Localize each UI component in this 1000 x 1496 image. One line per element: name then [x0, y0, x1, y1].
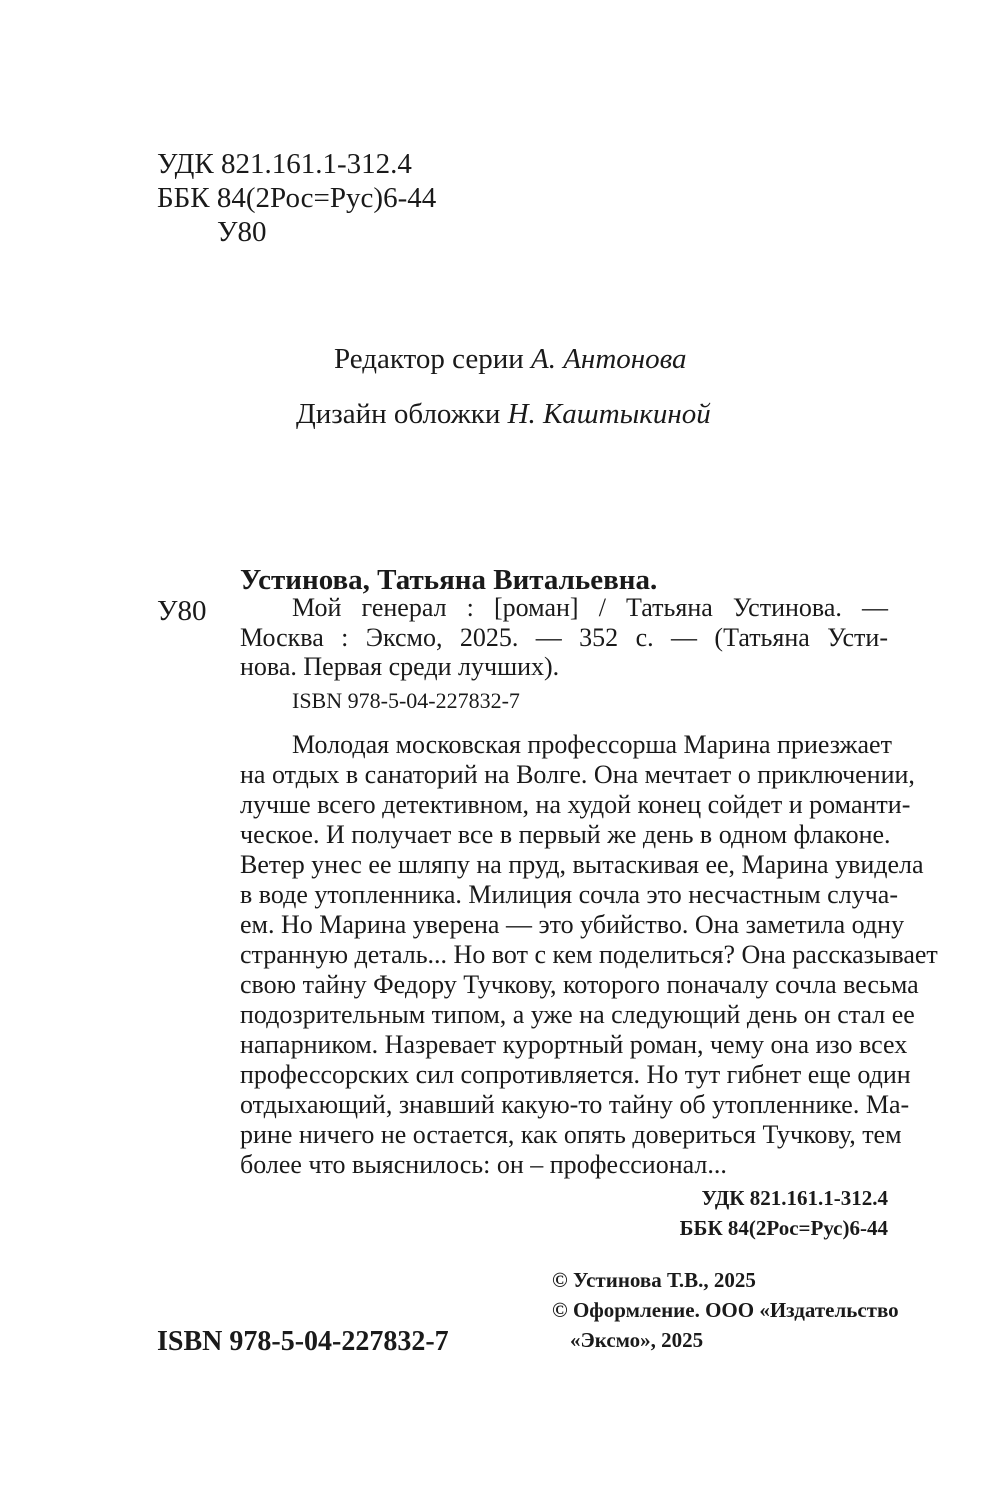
annotation-line: напарником. Назревает курортный роман, чему она изо всех	[240, 1030, 908, 1059]
annotation-line: более что выяснилось: он – профессионал...	[240, 1150, 727, 1179]
description-line-1: Мой генерал : [роман] / Татьяна Устинова. —	[292, 593, 888, 622]
series-editor-credit	[334, 343, 687, 376]
annotation-line: подозрительным типом, а уже на следующий день он стал ее	[240, 1000, 915, 1029]
top-author-mark: У80	[217, 216, 267, 248]
cover-design-label: Дизайн обложки	[296, 398, 501, 430]
top-bbk-code: ББК 84(2Рос=Рус)6-44	[157, 182, 437, 214]
annotation-line: лучше всего детективном, на худой конец сойдет и романти-	[240, 790, 911, 819]
annotation-line: Ветер унес ее шляпу на пруд, вытаскивая ее, Марина увидела	[240, 850, 924, 879]
top-classification	[157, 150, 477, 260]
annotation-line: профессорских сил сопротивляется. Но тут гибнет еще один	[240, 1060, 911, 1089]
series-editor-name: А. Антонова	[531, 343, 687, 375]
copyright-publisher: «Эксмо», 2025	[570, 1328, 704, 1352]
copyright-design: © Оформление. ООО «Издательство	[552, 1298, 899, 1322]
annotation-line: ем. Но Марина уверена — это убийство. Она заметила одну	[240, 910, 905, 939]
series-editor-label: Редактор серии	[334, 343, 524, 375]
annotation-line: на отдых в санаторий на Волге. Она мечтает о приключении,	[240, 760, 915, 789]
description-line-3: нова. Первая среди лучших).	[240, 652, 560, 681]
annotation-line: Молодая московская профессорша Марина приезжает	[292, 730, 892, 759]
author-heading: Устинова, Татьяна Витальевна.	[240, 564, 658, 596]
annotation-line: рине ничего не остается, как опять довериться Тучкову, тем	[240, 1120, 902, 1149]
bottom-classification	[560, 1186, 888, 1246]
cover-design-name: Н. Каштыкиной	[507, 398, 711, 430]
annotation-line: ческое. И получает все в первый же день в одном флаконе.	[240, 820, 891, 849]
copyright-block	[552, 1268, 899, 1368]
bottom-bbk-code: ББК 84(2Рос=Рус)6-44	[679, 1216, 888, 1240]
margin-author-mark: У80	[157, 595, 207, 627]
top-udk-code: УДК 821.161.1-312.4	[157, 148, 412, 180]
description-line-2: Москва : Эксмо, 2025. — 352 с. — (Татьяна Усти-	[240, 623, 888, 652]
annotation-line: в воде утопленника. Милиция сочла это несчастным случа-	[240, 880, 898, 909]
record-isbn: ISBN 978-5-04-227832-7	[292, 688, 520, 713]
isbn-bottom: ISBN 978-5-04-227832-7	[157, 1326, 449, 1357]
cover-design-credit	[296, 398, 711, 431]
annotation-line: отдыхающий, знавший какую-то тайну об утопленнике. Ма-	[240, 1090, 910, 1119]
annotation-line: свою тайну Федору Тучкову, которого поначалу сочла весьма	[240, 970, 919, 999]
annotation-line: странную деталь... Но вот с кем поделиться? Она рассказывает	[240, 940, 938, 969]
bottom-udk-code: УДК 821.161.1-312.4	[701, 1186, 888, 1210]
copyright-author: © Устинова Т.В., 2025	[552, 1268, 756, 1292]
